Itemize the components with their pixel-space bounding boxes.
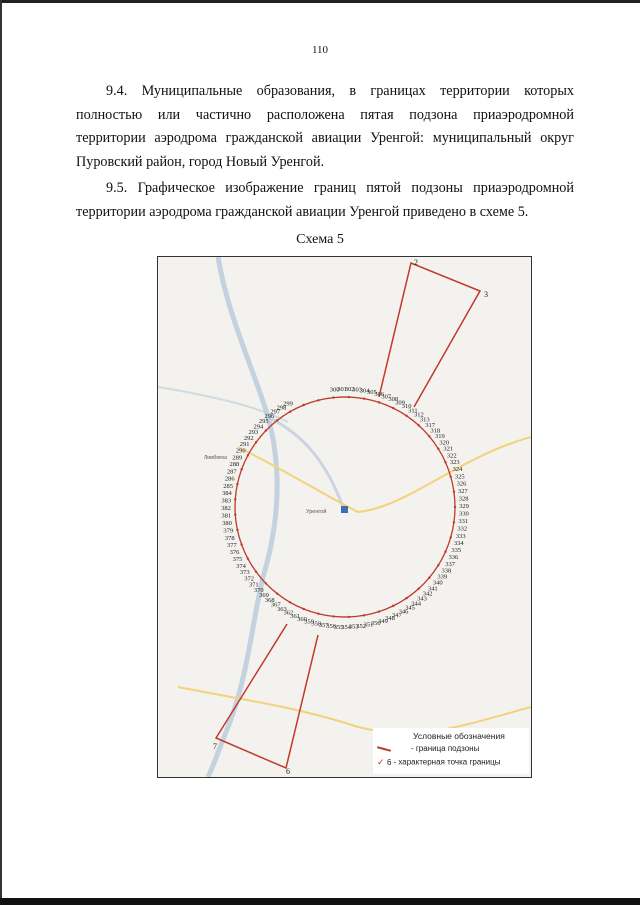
boundary-point-label: 356 [326, 623, 336, 631]
boundary-vertex [363, 397, 365, 399]
boundary-vertex [392, 407, 394, 409]
boundary-point-label: 300 [329, 386, 340, 394]
boundary-vertex [363, 614, 365, 616]
boundary-point-label: 293 [248, 429, 259, 436]
boundary-point-label: 339 [437, 573, 448, 581]
boundary-vertex [247, 454, 249, 456]
boundary-line-icon [377, 746, 391, 752]
legend-point-label: - характерная точка границы [393, 757, 501, 767]
boundary-vertex [332, 615, 334, 617]
boundary-point-label: 303 [352, 386, 362, 394]
boundary-point-label: 334 [453, 540, 464, 547]
boundary-vertex [417, 588, 419, 590]
boundary-point-label: 357 [318, 622, 329, 630]
boundary-vertex [428, 435, 430, 437]
boundary-point-label: 343 [417, 595, 427, 603]
boundary-vertex [236, 483, 238, 485]
boundary-point-label: 291 [239, 441, 250, 449]
boundary-point-label: 318 [430, 427, 441, 435]
page-bottom-border [0, 898, 640, 905]
boundary-point-label: 335 [451, 547, 462, 555]
boundary-vertex [348, 616, 350, 618]
boundary-point-label: 301 [337, 386, 347, 393]
boundary-point-label: 367 [270, 601, 281, 609]
boundary-point-label: 317 [425, 421, 435, 429]
boundary-point-label: 310 [401, 403, 412, 411]
boundary-point-label: 368 [264, 597, 275, 605]
boundary-point-label: 375 [232, 556, 243, 564]
boundary-point-label: 371 [248, 581, 259, 589]
boundary-point-label: 327 [457, 488, 468, 495]
boundary-point-label: 319 [435, 433, 445, 441]
corner-point-label: 3 [484, 290, 488, 299]
corner-point-label: 7 [213, 742, 217, 751]
legend-title: Условные обозначения [413, 731, 505, 741]
boundary-vertex [453, 521, 455, 523]
boundary-point-label: 350 [370, 619, 381, 627]
boundary-vertex [255, 570, 257, 572]
boundary-point-label: 329 [459, 503, 469, 510]
map-canvas [158, 257, 531, 777]
boundary-point-label: 333 [455, 532, 466, 540]
scheme-map [157, 256, 532, 778]
boundary-point-label: 298 [276, 404, 287, 412]
boundary-vertex [303, 404, 305, 406]
boundary-point-label: 302 [344, 386, 355, 394]
boundary-point-label: 326 [456, 480, 467, 488]
boundary-point-label: 383 [221, 497, 232, 505]
boundary-point-label: 325 [454, 473, 465, 481]
boundary-point-label: 351 [363, 621, 374, 629]
boundary-point-label: 288 [229, 461, 240, 469]
boundary-vertex [405, 597, 407, 599]
boundary-vertex [417, 424, 419, 426]
airport-marker [341, 506, 348, 513]
boundary-point-label: 296 [264, 413, 275, 421]
boundary-vertex [234, 498, 236, 500]
boundary-vertex [234, 513, 236, 515]
page-left-border [0, 0, 2, 905]
boundary-vertex [240, 543, 242, 545]
boundary-point-label: 321 [443, 445, 454, 453]
boundary-point-label: 373 [239, 569, 250, 577]
boundary-point-label: 342 [422, 590, 433, 598]
boundary-point-label: 379 [223, 527, 234, 535]
scheme-caption: Схема 5 [296, 232, 344, 247]
boundary-point-label: 294 [253, 423, 264, 431]
boundary-point-label: 337 [445, 560, 455, 568]
boundary-point-label: 358 [311, 620, 322, 628]
boundary-point-label: 290 [235, 447, 246, 455]
boundary-vertex [247, 557, 249, 559]
boundary-vertex [236, 529, 238, 531]
boundary-point-label: 336 [448, 554, 459, 562]
boundary-point-label: 369 [259, 592, 269, 600]
corner-point-label: 2 [414, 258, 418, 267]
boundary-point-label: 362 [283, 609, 294, 617]
boundary-point-label: 307 [381, 393, 392, 401]
boundary-point-label: 376 [229, 549, 240, 557]
town-label: Уренгой [306, 509, 327, 515]
boundary-point-label: 349 [378, 617, 388, 625]
boundary-point-label: 322 [446, 452, 457, 460]
boundary-vertex [289, 601, 291, 603]
boundary-vertex [405, 415, 407, 417]
page-number: 110 [311, 44, 329, 56]
boundary-point-label: 354 [341, 624, 351, 631]
legend-boundary-row [377, 744, 479, 753]
boundary-point-label: 330 [459, 510, 469, 518]
map-legend [373, 728, 529, 774]
boundary-point-label: 297 [270, 408, 281, 416]
boundary-point-label: 353 [348, 623, 359, 631]
boundary-point-label: 352 [356, 622, 366, 630]
boundary-point-label: 370 [253, 586, 264, 594]
point-marker-icon: ✓ [377, 757, 385, 767]
boundary-vertex [240, 468, 242, 470]
boundary-point-label: 289 [232, 454, 243, 462]
boundary-vertex [450, 536, 452, 538]
corner-point-label: 6 [286, 767, 290, 776]
boundary-point-label: 381 [221, 512, 232, 520]
boundary-point-label: 299 [283, 400, 293, 408]
boundary-point-label: 295 [258, 418, 269, 426]
boundary-vertex [437, 448, 439, 450]
boundary-point-label: 332 [457, 525, 468, 533]
boundary-vertex [332, 396, 334, 398]
legend-boundary-label: - граница подзоны [411, 744, 480, 753]
boundary-point-label: 344 [411, 600, 421, 608]
boundary-point-label: 341 [427, 585, 438, 593]
boundary-point-label: 345 [405, 604, 415, 612]
land-fill [158, 257, 531, 777]
boundary-point-label: 306 [374, 391, 385, 398]
page-top-border [0, 0, 640, 3]
boundary-point-label: 384 [222, 490, 232, 498]
boundary-vertex [276, 419, 278, 421]
boundary-point-label: 347 [392, 612, 402, 620]
boundary-vertex [454, 506, 456, 508]
boundary-point-label: 286 [224, 475, 235, 483]
boundary-point-label: 320 [439, 439, 450, 447]
boundary-vertex [450, 475, 452, 477]
boundary-point-label: 363 [277, 605, 287, 613]
boundary-vertex [378, 610, 380, 612]
boundary-vertex [265, 582, 267, 584]
boundary-vertex [276, 592, 278, 594]
boundary-point-label: 304 [359, 387, 370, 395]
boundary-vertex [444, 461, 446, 463]
boundary-point-label: 292 [243, 434, 254, 442]
boundary-point-label: 323 [449, 459, 460, 467]
boundary-vertex [444, 551, 446, 553]
boundary-point-label: 360 [297, 616, 307, 623]
paragraph-9-5: 9.5. Графическое изображение границ пятой подзоны приаэродромной территории аэродрома гражданской авиации Уренгой приведено в схеме 5. [76, 180, 574, 220]
boundary-point-label: 308 [388, 396, 399, 404]
legend-point-number: 6 [387, 757, 392, 767]
boundary-point-label: 328 [458, 495, 469, 503]
boundary-point-label: 380 [222, 520, 232, 528]
boundary-point-label: 313 [419, 416, 430, 424]
west-place-label: Лимбяяха [204, 455, 227, 461]
boundary-vertex [265, 429, 267, 431]
boundary-point-label: 348 [385, 615, 395, 623]
boundary-point-label: 311 [408, 407, 418, 415]
boundary-point-label: 355 [333, 623, 344, 631]
map-background [158, 257, 531, 777]
boundary-vertex [428, 577, 430, 579]
boundary-point-label: 338 [441, 567, 452, 575]
boundary-point-label: 346 [398, 608, 409, 616]
paragraph-9-4: 9.4. Муниципальные образования, в границах территории которых полностью или частично расположена пятая подзона приаэродромной территории аэродрома гражданской авиации Уренгой: муниципальный округ Пуровский район, город Новый Уренгой. [76, 83, 574, 170]
boundary-point-label: 382 [221, 505, 231, 513]
boundary-point-label: 340 [432, 579, 443, 587]
boundary-vertex [392, 605, 394, 607]
boundary-point-label: 287 [226, 468, 237, 476]
boundary-vertex [378, 401, 380, 403]
boundary-vertex [317, 613, 319, 615]
boundary-point-label: 361 [290, 613, 300, 620]
boundary-point-label: 312 [414, 411, 424, 419]
boundary-point-label: 305 [367, 389, 377, 397]
boundary-vertex [303, 608, 305, 610]
boundary-point-label: 331 [458, 518, 469, 525]
boundary-point-label: 324 [452, 466, 463, 474]
boundary-vertex [453, 490, 455, 492]
boundary-point-label: 309 [395, 399, 405, 407]
boundary-vertex [289, 411, 291, 413]
boundary-point-label: 377 [227, 542, 237, 550]
boundary-vertex [437, 564, 439, 566]
boundary-point-label: 374 [236, 562, 246, 570]
boundary-point-label: 378 [224, 534, 235, 542]
boundary-vertex [255, 441, 257, 443]
boundary-vertex [317, 399, 319, 401]
boundary-point-label: 372 [244, 575, 254, 583]
boundary-point-label: 359 [304, 618, 314, 626]
boundary-vertex [348, 396, 350, 398]
boundary-point-label: 285 [223, 482, 233, 490]
legend-point-row [377, 757, 500, 768]
